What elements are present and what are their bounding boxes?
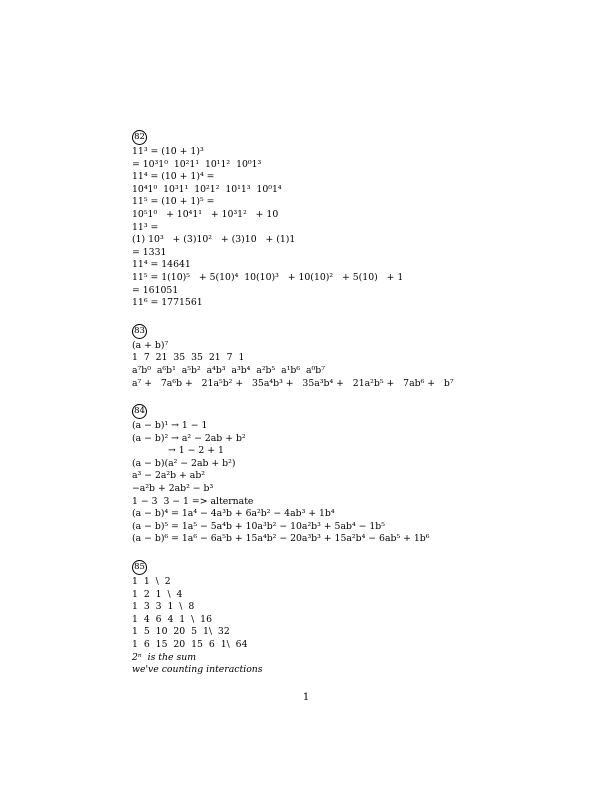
text-line: a⁷ + 7a⁶b + 21a⁵b² + 35a⁴b³ + 35a³b⁴ + 21a²b⁵ + 7ab⁶ + b⁷ <box>132 377 454 389</box>
text-line: 11³ = (10 + 1)³ <box>132 146 204 157</box>
text-line: 11⁴ = 14641 <box>132 259 191 271</box>
section-84 <box>132 398 572 546</box>
text-line: 1 4 6 4 1 \ 16 <box>132 613 212 625</box>
text-line: 1 1 \ 2 <box>132 576 171 588</box>
text-line: 11³ = <box>132 221 159 233</box>
text-line: 11⁴ = (10 + 1)⁴ = <box>132 171 215 183</box>
section-83 <box>132 318 572 390</box>
section-number: 83 <box>132 324 147 339</box>
text-line: 11⁶ = 1771561 <box>132 297 203 309</box>
text-line: (a − b)⁶ = 1a⁶ − 6a⁵b + 15a⁴b² − 20a³b³ + 15a²b⁴ − 6ab⁵ + 1b⁶ <box>132 533 430 545</box>
text-line: 1 7 21 35 35 21 7 1 <box>132 352 245 364</box>
text-line: 2ⁿ is the sum <box>132 651 197 663</box>
page-number: 1 <box>302 692 310 703</box>
text-line: 1 5 10 20 5 1\ 32 <box>132 626 230 638</box>
section-85 <box>132 554 572 677</box>
text-line: 1 2 1 \ 4 <box>132 588 183 600</box>
text-line: (a − b)¹ → 1 − 1 <box>132 420 208 432</box>
text-line: −a²b + 2ab² − b³ <box>132 483 214 495</box>
section-82 <box>132 124 572 310</box>
document-page <box>132 124 572 685</box>
text-line: 1 6 15 20 15 6 1\ 64 <box>132 639 248 650</box>
text-line: 11⁵ = (10 + 1)⁵ = <box>132 196 215 208</box>
text-line: a⁷b⁰ a⁶b¹ a⁵b² a⁴b³ a³b⁴ a²b⁵ a¹b⁶ a⁰b⁷ <box>132 364 325 376</box>
text-line: 1 3 3 1 \ 8 <box>132 601 195 613</box>
text-line: = 10³1⁰ 10²1¹ 10¹1² 10⁰1³ <box>132 158 262 170</box>
text-line: we've counting interactions <box>132 664 263 676</box>
section-number: 84 <box>132 404 147 419</box>
text-line: = 161051 <box>132 284 179 296</box>
text-line: (a − b)⁵ = 1a⁵ − 5a⁴b + 10a³b² − 10a²b³ + 5ab⁴ − 1b⁵ <box>132 520 385 532</box>
text-line: 1 − 3 3 − 1 => alternate <box>132 495 254 507</box>
section-number: 85 <box>132 560 147 575</box>
text-line: (1) 10³ + (3)10² + (3)10 + (1)1 <box>132 234 296 246</box>
text-line: 10⁴1⁰ 10³1¹ 10²1² 10¹1³ 10⁰1⁴ <box>132 183 282 195</box>
text-line: 11⁵ = 1(10)⁵ + 5(10)⁴ 10(10)³ + 10(10)² + 5(10) + 1 <box>132 271 404 283</box>
text-line: a³ − 2a²b + ab² <box>132 470 206 482</box>
text-line: → 1 − 2 + 1 <box>168 445 224 457</box>
text-line: (a + b)⁷ <box>132 339 169 351</box>
section-number: 82 <box>132 130 147 145</box>
text-line: (a − b)(a² − 2ab + b²) <box>132 457 236 469</box>
text-line: (a − b)⁴ = 1a⁴ − 4a³b + 6a²b² − 4ab³ + 1b⁴ <box>132 508 335 520</box>
text-line: (a − b)² → a² − 2ab + b² <box>132 432 246 444</box>
text-line: 10⁵1⁰ + 10⁴1¹ + 10³1² + 10 <box>132 208 279 220</box>
text-line: = 1331 <box>132 246 167 258</box>
